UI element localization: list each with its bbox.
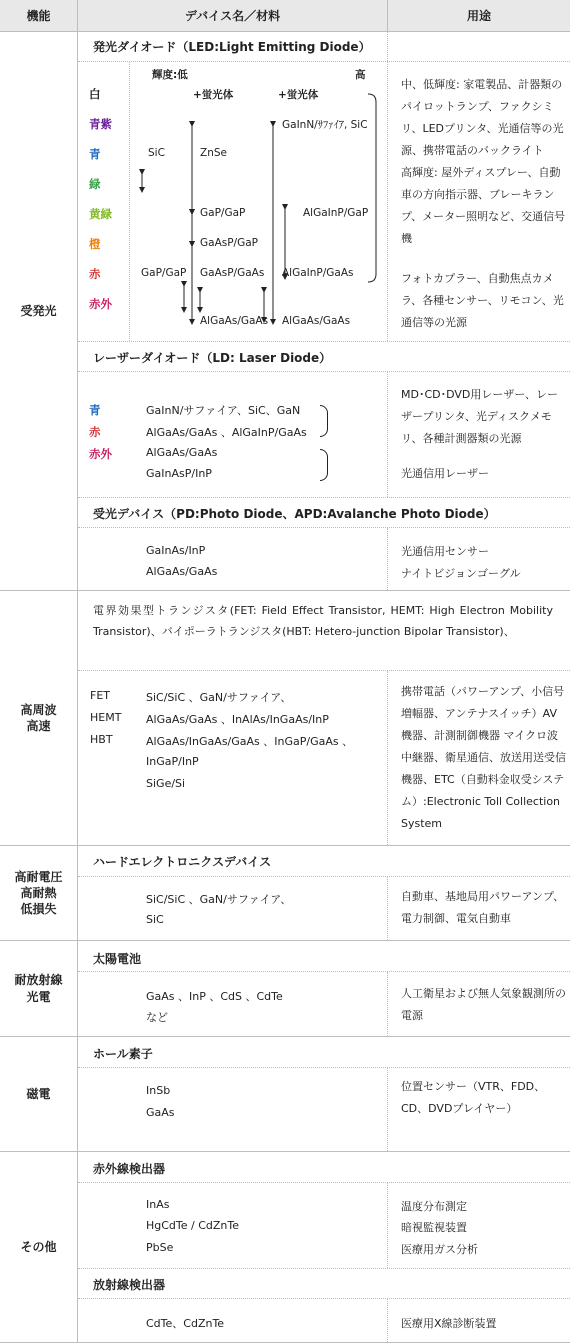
led-mat-algainp-1: AlGaInP/GaP: [303, 207, 369, 219]
hall-use: 位置センサー（VTR、FDD、CD、DVDプレイヤー）: [401, 1080, 546, 1115]
led-color-green: 緑: [89, 177, 101, 191]
ir-use-2: 暗視監視装置: [401, 1221, 467, 1234]
led-mat-algainp-2: AlGaInP/GaAs: [282, 267, 354, 279]
brightness-low-label: 輝度:低: [152, 69, 188, 81]
led-color-orange: 橙: [89, 237, 101, 251]
ir-use-3: 医療用ガス分析: [401, 1243, 478, 1256]
ir-mat-2: HgCdTe / CdZnTe: [146, 1219, 240, 1232]
hf-mat-5: SiGe/Si: [146, 777, 186, 790]
header-function: 機能: [0, 0, 77, 31]
led-mat-gainn: GaInN/ｻﾌｧｲｱ, SiC: [282, 119, 368, 131]
solar-mat-2: など: [146, 1011, 168, 1024]
function-radiation-resistant: 耐放射線 光電: [14, 973, 63, 1004]
led-mat-gap-2: GaP/GaP: [141, 267, 187, 279]
solar-cell-title: 太陽電池: [93, 952, 142, 966]
led-use-2: 高輝度: 屋外ディスプレー、自動車の方向指示器、ブレーキランプ、メーター照明など、交通信号機: [401, 166, 566, 245]
hall-mat-1: InSb: [146, 1084, 171, 1097]
ld-use-1: MD･CD･DVD用レーザー、レーザープリンタ、光ディスクメモリ、各種計測器類の光源: [401, 388, 558, 445]
pd-use-2: ナイトビジョンゴーグル: [401, 567, 521, 580]
ld-title: レーザーダイオード（LD: Laser Diode）: [93, 351, 332, 365]
rad-use-1: 医療用X線診断装置: [401, 1317, 497, 1330]
fet-label: FET: [90, 689, 110, 702]
hf-mat-4: InGaP/InP: [146, 755, 199, 768]
function-other: その他: [20, 1239, 57, 1254]
led-mat-algaas-2: AlGaAs/GaAs: [282, 315, 351, 327]
hemt-label: HEMT: [90, 711, 122, 724]
ld-use-2: 光通信用レーザー: [401, 467, 489, 480]
led-use-1: 中、低輝度: 家電製品、計器類のパイロットランプ、ファクシミリ、LEDプリンタ、光通信等の光源、携帯電話のバックライト: [401, 78, 564, 157]
brightness-high-label: 高: [355, 69, 366, 81]
led-color-white: 白: [89, 87, 101, 101]
function-high-voltage: 高耐電圧 高耐熱 低損失: [14, 869, 63, 917]
header-device: デバイス名／材料: [78, 0, 387, 31]
hf-use: 携帯電話（パワーアンプ、小信号増幅器、アンテナスイッチ）AV機器、計測制御機器 マイクロ波中継器、衛星通信、放送用送受信機器、ETC（自動料金収受システム）:Electronic Toll Collection System: [401, 685, 566, 830]
ir-mat-3: PbSe: [146, 1241, 174, 1254]
hv-mat-1: SiC/SiC 、GaN/サファイア、: [146, 893, 292, 906]
hf-mat-1: SiC/SiC 、GaN/サファイア、: [146, 691, 292, 704]
rad-mat-1: CdTe、CdZnTe: [146, 1317, 225, 1330]
led-mat-gap-1: GaP/GaP: [200, 207, 246, 219]
hv-use: 自動車、基地局用パワーアンプ、電力制御、電気自動車: [401, 890, 565, 925]
ir-detector-title: 赤外線検出器: [93, 1162, 166, 1176]
led-title: 発光ダイオード（LED:Light Emitting Diode）: [93, 40, 371, 54]
pd-title: 受光デバイス（PD:Photo Diode、APD:Avalanche Photo Diode）: [93, 507, 496, 521]
hall-mat-2: GaAs: [146, 1106, 175, 1119]
function-magnetic: 磁電: [26, 1086, 51, 1101]
ld-mat-1: GaInN/サファイア、SiC、GaN: [146, 404, 301, 417]
fluor-label-1: +蛍光体: [193, 89, 234, 101]
led-range-arrows: [130, 62, 386, 341]
function-high-frequency: 高周波 高速: [20, 702, 57, 733]
transistor-intro: 電界効果型トランジスタ(FET: Field Effect Transistor, HEMT: High Electron Mobility Transistor)、バイポーラトランジスタ(HBT: Hetero-junction Bipolar Transistor)、: [93, 604, 553, 638]
led-use-3: フォトカプラー、自動焦点カメラ、各種センサー、リモコン、光通信等の光源: [401, 272, 564, 329]
ld-color-red: 赤: [89, 425, 101, 439]
led-color-blue-violet: 青紫: [89, 117, 112, 131]
ir-use-1: 温度分布測定: [401, 1200, 467, 1213]
led-mat-sic: SiC: [148, 147, 165, 159]
led-color-infrared: 赤外: [89, 297, 112, 311]
hf-mat-2: AlGaAs/GaAs 、InAlAs/InGaAs/InP: [146, 713, 329, 726]
ld-mat-3: AlGaAs/GaAs: [146, 446, 218, 459]
solar-mat-1: GaAs 、InP 、CdS 、CdTe: [146, 990, 283, 1003]
ir-mat-1: InAs: [146, 1198, 170, 1211]
hall-element-title: ホール素子: [93, 1047, 153, 1061]
hard-electronics-title: ハードエレクトロニクスデバイス: [93, 855, 272, 869]
pd-mat-1: GaInAs/InP: [146, 544, 206, 557]
ld-color-blue: 青: [89, 403, 101, 417]
ld-bracket-1: [320, 405, 328, 437]
ld-color-infrared: 赤外: [89, 447, 112, 461]
led-color-yellow-green: 黄緑: [89, 207, 112, 221]
hbt-label: HBT: [90, 733, 113, 746]
hv-mat-2: SiC: [146, 913, 164, 926]
header-use: 用途: [388, 0, 570, 31]
led-mat-algaas: AlGaAs/GaAs: [200, 315, 269, 327]
led-mat-gaasp-2: GaAsP/GaAs: [200, 267, 265, 279]
solar-use: 人工衛星および無人気象観測所の電源: [401, 987, 566, 1022]
led-color-blue: 青: [89, 147, 101, 161]
ld-mat-4: GaInAsP/InP: [146, 467, 212, 480]
ld-mat-2: AlGaAs/GaAs 、AlGaInP/GaAs: [146, 426, 307, 439]
led-color-red: 赤: [89, 267, 101, 281]
led-mat-gaasp-1: GaAsP/GaP: [200, 237, 258, 249]
ld-bracket-2: [320, 449, 328, 481]
hf-mat-3: AlGaAs/InGaAs/GaAs 、InGaP/GaAs 、: [146, 735, 354, 748]
function-light: 受発光: [20, 303, 57, 318]
pd-mat-2: AlGaAs/GaAs: [146, 565, 218, 578]
pd-use-1: 光通信用センサー: [401, 545, 489, 558]
led-mat-znse: ZnSe: [200, 147, 227, 159]
radiation-detector-title: 放射線検出器: [93, 1278, 166, 1292]
fluor-label-2: +蛍光体: [278, 89, 319, 101]
